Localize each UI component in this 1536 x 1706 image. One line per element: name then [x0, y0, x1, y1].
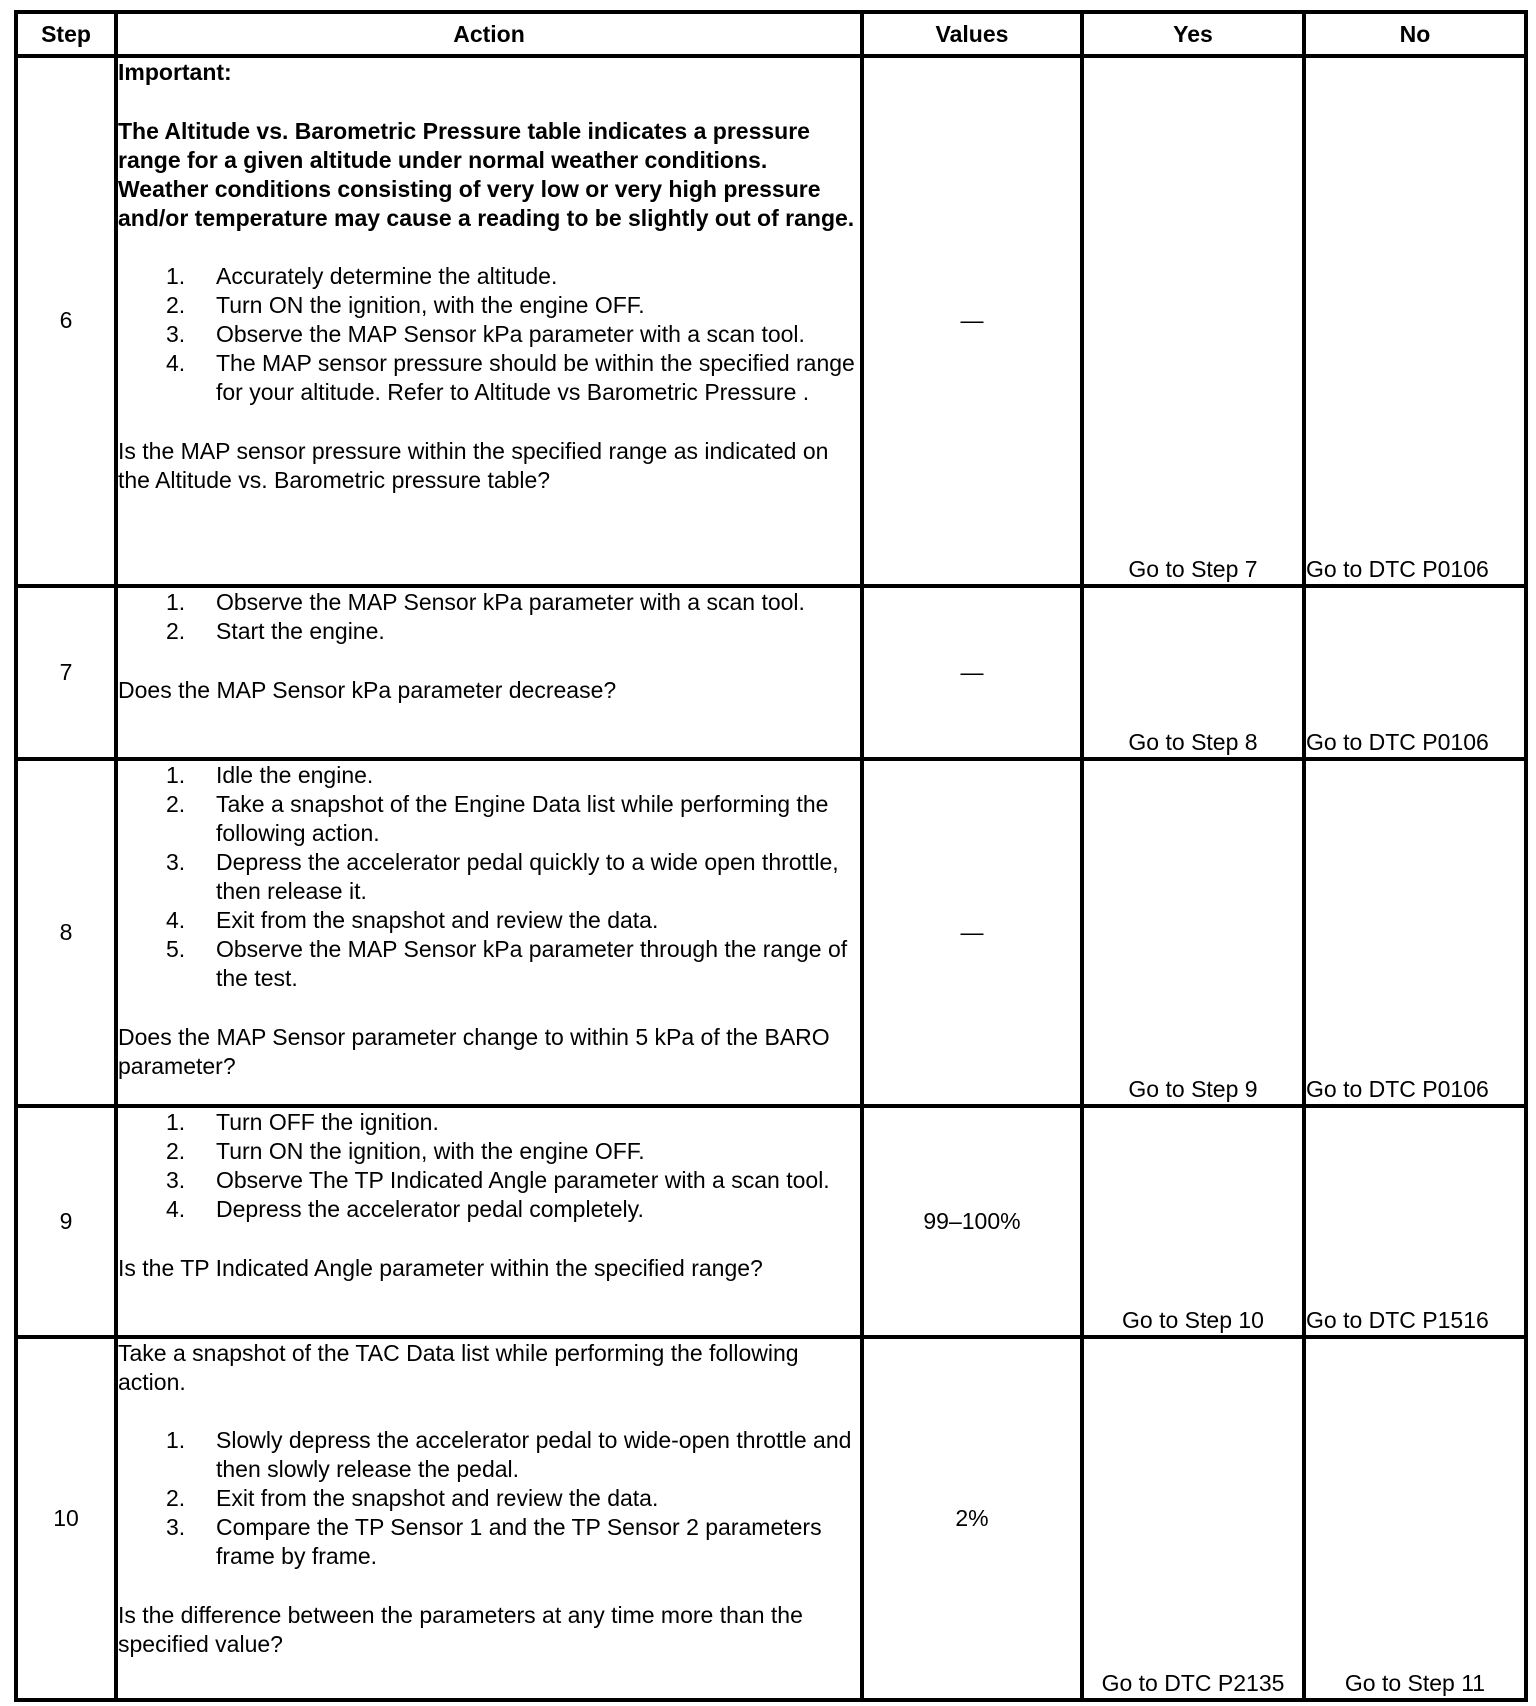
no-cell: Go to DTC P0106	[1304, 586, 1526, 759]
header-values: Values	[862, 12, 1082, 56]
list-number: 5.	[166, 936, 186, 963]
step-number: 10	[16, 1337, 116, 1700]
list-text: Observe the MAP Sensor kPa parameter through the range of the test.	[216, 936, 848, 992]
list-text: Turn OFF the ignition.	[216, 1109, 439, 1136]
header-no: No	[1304, 12, 1526, 56]
list-item	[118, 906, 860, 935]
list-text: The MAP sensor pressure should be within the specified range for your altitude. Refer to Altitude vs Barometric Pressure .	[216, 350, 855, 405]
list-number: 4.	[166, 350, 186, 376]
diagnostic-table	[14, 10, 1528, 1702]
list-number: 2.	[166, 1138, 186, 1165]
list-number: 1.	[166, 1426, 186, 1453]
list-text: Start the engine.	[216, 617, 385, 644]
intro-text: Take a snapshot of the TAC Data list while performing the following action.	[118, 1339, 799, 1395]
no-cell: Go to Step 11	[1304, 1337, 1526, 1700]
question-text: Is the difference between the parameters at any time more than the specified value?	[118, 1601, 803, 1657]
values-cell: —	[862, 56, 1082, 586]
list-number: 2.	[166, 791, 186, 818]
list-text: Turn ON the ignition, with the engine OFF.	[216, 292, 645, 318]
values-cell: 99–100%	[862, 1106, 1082, 1337]
list-item	[118, 1166, 860, 1195]
list-item	[118, 617, 860, 646]
list-item	[118, 935, 860, 993]
list-number: 3.	[166, 1513, 186, 1540]
action-cell	[116, 56, 862, 586]
list-item	[118, 291, 860, 320]
list-item	[118, 320, 860, 349]
no-cell: Go to DTC P0106	[1304, 56, 1526, 586]
yes-cell: Go to Step 10	[1082, 1106, 1304, 1337]
list-item	[118, 1137, 860, 1166]
list-number: 4.	[166, 907, 186, 934]
list-text: Observe The TP Indicated Angle parameter with a scan tool.	[216, 1167, 830, 1194]
list-number: 1.	[166, 263, 186, 289]
list-text: Observe the MAP Sensor kPa parameter with a scan tool.	[216, 588, 805, 615]
no-cell: Go to DTC P1516	[1304, 1106, 1526, 1337]
list-number: 1.	[166, 588, 186, 615]
question-text: Is the MAP sensor pressure within the specified range as indicated on the Altitude vs. Barometric pressure table?	[118, 438, 829, 493]
yes-cell: Go to Step 8	[1082, 586, 1304, 759]
list-text: Exit from the snapshot and review the data.	[216, 907, 659, 934]
step-number: 9	[16, 1106, 116, 1337]
list-item	[118, 349, 860, 407]
list-text: Observe the MAP Sensor kPa parameter with a scan tool.	[216, 321, 805, 347]
step-number: 6	[16, 56, 116, 586]
procedure-list	[118, 262, 860, 407]
yes-cell: Go to Step 7	[1082, 56, 1304, 586]
action-cell	[116, 1337, 862, 1700]
list-item	[118, 262, 860, 291]
list-number: 2.	[166, 1484, 186, 1511]
list-item	[118, 1108, 860, 1137]
important-label: Important:	[118, 59, 232, 85]
table-row-step-8	[16, 759, 1526, 1106]
procedure-list	[118, 588, 860, 646]
list-number: 3.	[166, 849, 186, 876]
list-number: 3.	[166, 321, 186, 347]
list-number: 2.	[166, 292, 186, 318]
list-text: Exit from the snapshot and review the data.	[216, 1484, 659, 1511]
question-text: Does the MAP Sensor kPa parameter decrease?	[118, 676, 617, 703]
list-text: Accurately determine the altitude.	[216, 263, 558, 289]
list-number: 3.	[166, 1167, 186, 1194]
list-item	[118, 761, 860, 790]
list-text: Depress the accelerator pedal completely.	[216, 1196, 644, 1223]
header-row	[16, 12, 1526, 56]
list-item	[118, 848, 860, 906]
yes-cell: Go to Step 9	[1082, 759, 1304, 1106]
list-number: 1.	[166, 1109, 186, 1136]
question-text: Does the MAP Sensor parameter change to within 5 kPa of the BARO parameter?	[118, 1024, 830, 1080]
header-action: Action	[116, 12, 862, 56]
list-text: Depress the accelerator pedal quickly to a wide open throttle, then release it.	[216, 849, 839, 905]
step-number: 8	[16, 759, 116, 1106]
list-item	[118, 790, 860, 848]
list-item	[118, 588, 860, 617]
list-text: Turn ON the ignition, with the engine OFF.	[216, 1138, 645, 1165]
action-cell	[116, 759, 862, 1106]
important-text: The Altitude vs. Barometric Pressure table indicates a pressure range for a given altitude under normal weather conditions. Weather conditions consisting of very low or very high pressure and/or temperature may cause a reading to be slightly out of range.	[118, 118, 855, 231]
procedure-list	[118, 761, 860, 993]
list-text: Idle the engine.	[216, 762, 374, 789]
step-number: 7	[16, 586, 116, 759]
no-cell: Go to DTC P0106	[1304, 759, 1526, 1106]
list-number: 1.	[166, 762, 186, 789]
table-row-step-7	[16, 586, 1526, 759]
yes-cell: Go to DTC P2135	[1082, 1337, 1304, 1700]
list-text: Slowly depress the accelerator pedal to wide-open throttle and then slowly release the pedal.	[216, 1426, 852, 1482]
list-text: Compare the TP Sensor 1 and the TP Sensor 2 parameters frame by frame.	[216, 1513, 822, 1569]
list-number: 2.	[166, 617, 186, 644]
action-cell	[116, 1106, 862, 1337]
action-cell	[116, 586, 862, 759]
header-step: Step	[16, 12, 116, 56]
list-text: Take a snapshot of the Engine Data list while performing the following action.	[216, 791, 829, 847]
procedure-list	[118, 1426, 860, 1571]
values-cell: 2%	[862, 1337, 1082, 1700]
question-text: Is the TP Indicated Angle parameter within the specified range?	[118, 1255, 763, 1282]
values-cell: —	[862, 586, 1082, 759]
procedure-list	[118, 1108, 860, 1224]
list-item	[118, 1426, 860, 1484]
table-row-step-10	[16, 1337, 1526, 1700]
list-item	[118, 1484, 860, 1513]
table-row-step-6	[16, 56, 1526, 586]
list-number: 4.	[166, 1196, 186, 1223]
values-cell: —	[862, 759, 1082, 1106]
list-item	[118, 1513, 860, 1571]
header-yes: Yes	[1082, 12, 1304, 56]
list-item	[118, 1195, 860, 1224]
table-row-step-9	[16, 1106, 1526, 1337]
